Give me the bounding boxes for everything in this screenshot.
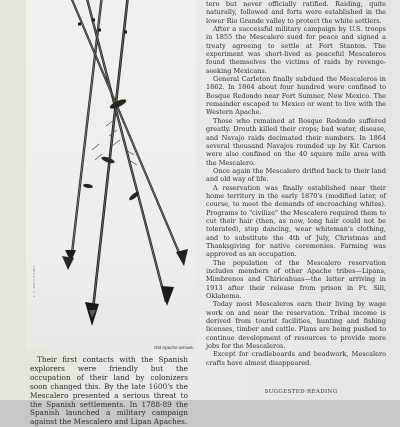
- right-paragraph-3: General Carleton finally subdued the Mescaleros in 1862. In 1864 about four hundred were confined to Bosque Redondo near Fort Sumner, New Mexico. The remainder escaped to Mexico or went to live with the Western Apache.: [206, 75, 386, 117]
- arrowhead-right-upper: [176, 249, 188, 266]
- figure-caption: Old Apache arrows.: [153, 345, 194, 350]
- apache-arrows-photo: [26, 0, 196, 350]
- photo-credit: L. C. KRUG STUDIO: [32, 265, 36, 297]
- right-paragraph-5: Once again the Mescalero drifted back to their land and old way of life.: [206, 166, 386, 184]
- right-paragraph-6: A reservation was finally established near their home territory in the early 1870's (modified later, of course, to meet the demands of encroaching whites). Programs to "civilize" the Mescalero required them to cut their hair (then, as now, long hair could not be tolerated), stop dancing, wear whiteman's clothing, and to substitute the 4th of July, Christmas and Thanksgiving for native ceremonies. Farming was approved as an occupation.: [206, 183, 386, 259]
- arrows-illustration: [26, 0, 196, 350]
- right-paragraph-9: Except for cradleboards and beadwork, Mescalero crafts have almost disappeared.: [206, 350, 386, 367]
- section-heading: SUGGESTED READING: [264, 389, 338, 395]
- right-paragraph-4: Those who remained at Bosque Redondo suffered greatly. Drouth killed their crops; bad water, disease, and Navajo raids decimated their numbers. In 1864 several thousand Navajos rounded up by Kit Carson were also confined on the 40 square mile area with the Mescalero.: [206, 116, 386, 167]
- right-paragraph-7: The population of the Mescalero reservation includes members of other Apache tribes—Lipans, Mimbrenos and Chiricahuas—the latter arriving in 1913 after their release from prison in Ft. Sill, Oklahoma.: [206, 258, 386, 301]
- arrowhead-right-lower: [161, 286, 174, 306]
- arrowhead-left: [62, 250, 76, 270]
- right-column-text: [206, 0, 386, 367]
- arrowhead-center: [85, 302, 99, 326]
- right-paragraph-2: After a successful military campaign by U.S. troops in 1855 the Mescalero sued for peace and signed a treaty agreeing to settle at Fort Stanton. The experiment was short-lived as peaceful Mescaleros found themselves the victims of raids by revenge-seeking Mexicans.: [206, 25, 386, 75]
- right-paragraph-1: tero but never officially ratified. Raiding, quite naturally, followed and forts were established in the lower Rio Grande valley to protect the white settlers.: [206, 0, 386, 25]
- right-paragraph-8: Today most Mescaleros earn their living by wage work on and near the reservation. Tribal income is derived from tourist facilities, hunting and fishing licenses, timber and cattle. Plans are being pushed to continue development of resources to provide more jobs for the Mescaleros.: [206, 300, 386, 351]
- left-column-paragraph: Their first contacts with the Spanish explorers were friendly but the occupation of their land by colonizers soon changed this. By the late 1600's the Mescalero presented a serious threat to the Spanish settlements. In 1788-89 the Spanish launched a military campaign against the Mescalero and Lipan Apaches.: [30, 355, 188, 427]
